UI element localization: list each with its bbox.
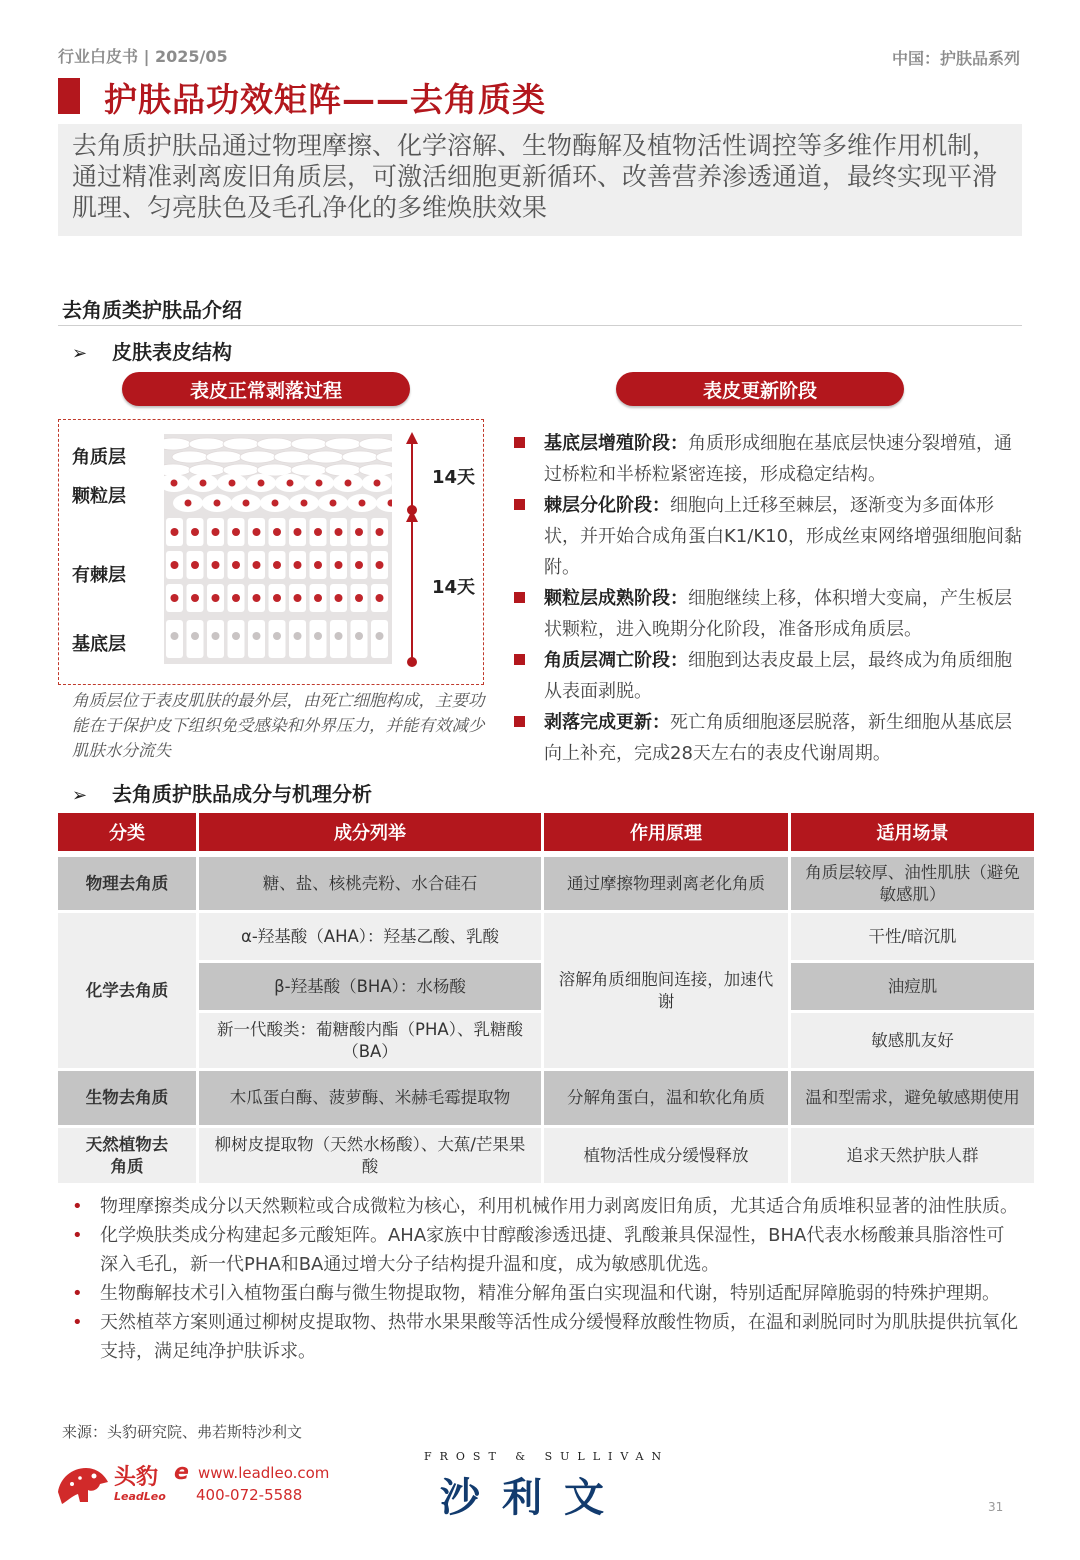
subsection-ingredients bbox=[72, 778, 372, 807]
table-row-bio bbox=[58, 1071, 1034, 1128]
exfoliant-matrix-table bbox=[55, 813, 1037, 1186]
cell-nucleus bbox=[214, 500, 221, 507]
days-label-bottom: 14天 bbox=[432, 577, 476, 598]
cell-nucleus bbox=[171, 632, 179, 640]
cell-scenario: 油痘肌 bbox=[791, 963, 1034, 1013]
pill-renewal-stages: 表皮更新阶段 bbox=[616, 372, 904, 406]
corneum-cell bbox=[274, 451, 310, 463]
bullet-icon: • bbox=[72, 1196, 83, 1217]
cell-nucleus bbox=[273, 528, 281, 536]
cell-ingredients: 柳树皮提取物（天然水杨酸）、大蕉/芒果果酸 bbox=[199, 1128, 541, 1186]
cell-nucleus bbox=[314, 528, 322, 536]
leopard-logo-icon bbox=[54, 1462, 110, 1508]
cell-nucleus bbox=[232, 561, 240, 569]
stage-label: 颗粒层成熟阶段： bbox=[544, 588, 688, 609]
cell-nucleus bbox=[212, 528, 220, 536]
cell-nucleus bbox=[355, 561, 363, 569]
square-bullet-icon bbox=[514, 499, 525, 510]
bullet-icon: • bbox=[72, 1283, 83, 1304]
corneum-cell bbox=[308, 451, 344, 463]
cell-nucleus bbox=[359, 500, 366, 507]
epidermis-cells-illustration bbox=[164, 434, 392, 664]
section-title: 去角质类护肤品介绍 bbox=[62, 298, 242, 322]
stage-text: 细胞到达表皮最上层，最终成为角质细胞从表面剥脱。 bbox=[544, 650, 1012, 702]
cell-nucleus bbox=[191, 561, 199, 569]
corneum-cell bbox=[223, 438, 259, 450]
stage-item bbox=[512, 583, 1024, 645]
cell-ingredients: 木瓜蛋白酶、菠萝酶、米赫毛霉提取物 bbox=[199, 1071, 541, 1128]
cell-mechanism: 分解角蛋白，温和软化角质 bbox=[544, 1071, 788, 1128]
timeline-arrows bbox=[400, 430, 424, 670]
cell-nucleus bbox=[232, 528, 240, 536]
cell-nucleus bbox=[171, 480, 178, 487]
frost-sullivan-en-logo: FROST & SULLIVAN bbox=[424, 1450, 670, 1463]
stage-label: 角质层凋亡阶段： bbox=[544, 650, 688, 671]
renewal-stage-list bbox=[512, 428, 1024, 769]
cell-scenario: 追求天然护肤人群 bbox=[791, 1128, 1034, 1186]
arrow-bullet-icon: ➢ bbox=[72, 343, 88, 364]
corneum-cells bbox=[164, 438, 392, 476]
cell-nucleus bbox=[273, 594, 281, 602]
cell-nucleus bbox=[314, 632, 322, 640]
pill-normal-shedding: 表皮正常剥落过程 bbox=[122, 372, 410, 406]
cell-nucleus bbox=[229, 480, 236, 487]
note-text: 物理摩擦类成分以天然颗粒或合成微粒为核心，利用机械作用力剥离废旧角质，尤其适合角质堆积显著的油性肤质。 bbox=[100, 1196, 1018, 1217]
stage-label: 棘层分化阶段： bbox=[544, 495, 670, 516]
leadleo-url-link[interactable]: www.leadleo.com bbox=[198, 1464, 330, 1482]
cell-scenario: 角质层较厚、油性肌肤（避免敏感肌） bbox=[791, 857, 1034, 913]
cell-category: 物理去角质 bbox=[58, 857, 196, 913]
cell-nucleus bbox=[376, 632, 384, 640]
header-right: 中国：护肤品系列 bbox=[891, 49, 1020, 68]
subsection-label: 皮肤表皮结构 bbox=[112, 340, 232, 364]
cell-nucleus bbox=[374, 480, 381, 487]
corneum-cell bbox=[240, 451, 276, 463]
table-header-row bbox=[58, 813, 1034, 851]
stage-text: 死亡角质细胞逐层脱落，新生细胞从基底层向上补充，完成28天左右的表皮代谢周期。 bbox=[544, 712, 1012, 764]
stage-item bbox=[512, 707, 1024, 769]
analysis-notes bbox=[70, 1192, 1020, 1366]
cell-nucleus bbox=[314, 561, 322, 569]
cell-nucleus bbox=[232, 594, 240, 602]
cell-nucleus bbox=[171, 594, 179, 602]
stage-label: 基底层增殖阶段： bbox=[544, 433, 688, 454]
note-text: 化学焕肤类成分构建起多元酸矩阵。AHA家族中甘醇酸渗透迅捷、乳酸兼具保湿性，BHA代表水杨酸兼具脂溶性可深入毛孔，新一代PHA和BA通过增大分子结构提升温和度，成为敏感肌优选。 bbox=[100, 1225, 1005, 1275]
corneum-cell bbox=[164, 464, 191, 476]
corneum-cell bbox=[206, 451, 242, 463]
corneum-cell bbox=[342, 451, 378, 463]
cell-mechanism: 植物活性成分缓慢释放 bbox=[544, 1128, 788, 1186]
cell-nucleus bbox=[335, 632, 343, 640]
cell-nucleus bbox=[273, 632, 281, 640]
cell-nucleus bbox=[355, 632, 363, 640]
corneum-cell bbox=[325, 438, 361, 450]
square-bullet-icon bbox=[514, 437, 525, 448]
cell-category: 天然植物去角质 bbox=[58, 1128, 196, 1186]
section-divider bbox=[58, 325, 1022, 326]
square-bullet-icon bbox=[514, 716, 525, 727]
cell-nucleus bbox=[253, 632, 261, 640]
cell-category: 生物去角质 bbox=[58, 1071, 196, 1128]
cell-nucleus bbox=[345, 480, 352, 487]
cell-nucleus bbox=[191, 594, 199, 602]
note-item bbox=[70, 1308, 1020, 1366]
cell-nucleus bbox=[212, 632, 220, 640]
cell-nucleus bbox=[212, 561, 220, 569]
cell-scenario: 温和型需求，避免敏感期使用 bbox=[791, 1071, 1034, 1128]
basal-cells bbox=[166, 620, 388, 658]
cell-nucleus bbox=[294, 528, 302, 536]
square-bullet-icon bbox=[514, 654, 525, 665]
cell-nucleus bbox=[253, 561, 261, 569]
cell-nucleus bbox=[301, 500, 308, 507]
corneum-cell bbox=[376, 451, 392, 463]
stage-label: 剥落完成更新： bbox=[544, 712, 670, 733]
corneum-cell bbox=[291, 438, 327, 450]
days-label-top: 14天 bbox=[432, 467, 476, 488]
cell-nucleus bbox=[376, 594, 384, 602]
corneum-cell bbox=[223, 464, 259, 476]
cell-scenario: 敏感肌友好 bbox=[791, 1013, 1034, 1071]
cell-nucleus bbox=[191, 632, 199, 640]
layer-label-stratum-corneum: 角质层 bbox=[72, 447, 126, 468]
layer-label-stratum-spinosum: 有棘层 bbox=[72, 565, 126, 586]
intro-summary: 去角质护肤品通过物理摩擦、化学溶解、生物酶解及植物活性调控等多维作用机制，通过精准剥离废旧角质层，可激活细胞更新循环、改善营养渗透通道，最终实现平滑肌理、匀亮肤色及毛孔净化的多维焕肤效果 bbox=[58, 124, 1022, 236]
cell-nucleus bbox=[272, 500, 279, 507]
leadleo-phone: 400-072-5588 bbox=[196, 1486, 303, 1504]
cell-nucleus bbox=[376, 561, 384, 569]
cell-nucleus bbox=[294, 632, 302, 640]
cell-nucleus bbox=[287, 480, 294, 487]
corneum-cell bbox=[359, 438, 392, 450]
leadleo-e-icon: e bbox=[174, 1460, 189, 1485]
corneum-caption: 角质层位于表皮肌肤的最外层，由死亡细胞构成，主要功能在于保护皮下组织免受感染和外界压力，并能有效减少肌肤水分流失 bbox=[72, 691, 485, 760]
granular-cells bbox=[164, 474, 392, 512]
stage-text: 细胞继续上移，体积增大变扁，产生板层状颗粒，进入晚期分化阶段，准备形成角质层。 bbox=[544, 588, 1012, 640]
cell-ingredients: 新一代酸类：葡糖酸内酯（PHA）、乳糖酸（BA） bbox=[199, 1013, 541, 1071]
arrow-bullet-icon: ➢ bbox=[72, 785, 88, 806]
cell-nucleus bbox=[185, 500, 192, 507]
table-row-plant bbox=[58, 1128, 1034, 1186]
cell-mechanism: 通过摩擦物理剥离老化角质 bbox=[544, 857, 788, 913]
cell-nucleus bbox=[243, 500, 250, 507]
corneum-cell bbox=[164, 438, 191, 450]
cell-nucleus bbox=[294, 561, 302, 569]
stage-item bbox=[512, 490, 1024, 583]
cell-nucleus bbox=[171, 528, 179, 536]
spinous-cells bbox=[166, 518, 388, 612]
note-item bbox=[70, 1221, 1020, 1279]
cell-nucleus bbox=[314, 594, 322, 602]
source-note: 来源：头豹研究院、弗若斯特沙利文 bbox=[62, 1423, 303, 1441]
corneum-cell bbox=[325, 464, 361, 476]
cell-nucleus bbox=[376, 528, 384, 536]
cell-nucleus bbox=[171, 561, 179, 569]
corneum-cell bbox=[257, 438, 293, 450]
stage-item bbox=[512, 428, 1024, 490]
cell-nucleus bbox=[273, 561, 281, 569]
stage-item bbox=[512, 645, 1024, 707]
cell-scenario: 干性/暗沉肌 bbox=[791, 913, 1034, 963]
layer-label-stratum-granulosum: 颗粒层 bbox=[72, 486, 126, 507]
bullet-icon: • bbox=[72, 1312, 83, 1333]
cell-nucleus bbox=[200, 480, 207, 487]
leadleo-logo bbox=[54, 1460, 330, 1510]
cell-nucleus bbox=[330, 500, 337, 507]
cell-nucleus bbox=[335, 561, 343, 569]
page-number: 31 bbox=[988, 1500, 1004, 1514]
cell-nucleus bbox=[253, 528, 261, 536]
table-row-physical bbox=[58, 857, 1034, 913]
note-text: 生物酶解技术引入植物蛋白酶与微生物提取物，精准分解角蛋白实现温和代谢，特别适配屏障脆弱的特殊护理期。 bbox=[100, 1283, 1000, 1304]
header-left: 行业白皮书 | 2025/05 bbox=[58, 47, 228, 66]
cell-nucleus bbox=[258, 480, 265, 487]
page-title: 护肤品功效矩阵——去角质类 bbox=[104, 80, 546, 119]
corneum-cell bbox=[172, 451, 208, 463]
cell-mechanism: 溶解角质细胞间连接，加速代谢 bbox=[544, 913, 788, 1071]
note-item bbox=[70, 1192, 1020, 1221]
note-item bbox=[70, 1279, 1020, 1308]
frost-sullivan-cn-logo: 沙利文 bbox=[440, 1475, 626, 1521]
col-header-category: 分类 bbox=[58, 813, 196, 851]
corneum-cell bbox=[189, 438, 225, 450]
subsection-label: 去角质护肤品成分与机理分析 bbox=[112, 782, 372, 806]
bullet-icon: • bbox=[72, 1225, 83, 1246]
cell-nucleus bbox=[335, 528, 343, 536]
cell-category: 化学去角质 bbox=[58, 913, 196, 1071]
leadleo-cn-name: 头豹 bbox=[114, 1465, 159, 1490]
col-header-ingredients: 成分列举 bbox=[199, 813, 541, 851]
cell-nucleus bbox=[253, 594, 261, 602]
cell-nucleus bbox=[355, 594, 363, 602]
stage-text: 角质形成细胞在基底层快速分裂增殖，通过桥粒和半桥粒紧密连接，形成稳定结构。 bbox=[544, 433, 1012, 485]
layer-label-stratum-basale: 基底层 bbox=[72, 634, 126, 655]
cell-nucleus bbox=[355, 528, 363, 536]
cell-nucleus bbox=[316, 480, 323, 487]
leadleo-en-name: LeadLeo bbox=[114, 1490, 166, 1503]
cell-nucleus bbox=[212, 594, 220, 602]
cell-ingredients: 糖、盐、核桃壳粉、水合硅石 bbox=[199, 857, 541, 913]
note-text: 天然植萃方案则通过柳树皮提取物、热带水果果酸等活性成分缓慢释放酸性物质，在温和剥脱同时为肌肤提供抗氧化支持，满足纯净护肤诉求。 bbox=[100, 1312, 1018, 1362]
cell-nucleus bbox=[232, 632, 240, 640]
cell-nucleus bbox=[191, 528, 199, 536]
cell-nucleus bbox=[335, 594, 343, 602]
table-row-chemical-1 bbox=[58, 913, 1034, 963]
timeline-dot bbox=[407, 657, 417, 667]
subsection-skin-structure bbox=[72, 336, 232, 365]
cell-ingredients: α-羟基酸（AHA）：羟基乙酸、乳酸 bbox=[199, 913, 541, 963]
col-header-scenario: 适用场景 bbox=[791, 813, 1034, 851]
square-bullet-icon bbox=[514, 592, 525, 603]
cell-nucleus bbox=[294, 594, 302, 602]
cell-ingredients: β-羟基酸（BHA）：水杨酸 bbox=[199, 963, 541, 1013]
stage-text: 细胞向上迁移至棘层，逐渐变为多面体形状，并开始合成角蛋白K1/K10，形成丝束网络增强细胞间黏附。 bbox=[544, 495, 1023, 578]
col-header-mechanism: 作用原理 bbox=[544, 813, 788, 851]
corneum-cell bbox=[189, 464, 225, 476]
title-accent-bar bbox=[58, 78, 80, 114]
arrow-up-icon bbox=[406, 432, 418, 444]
